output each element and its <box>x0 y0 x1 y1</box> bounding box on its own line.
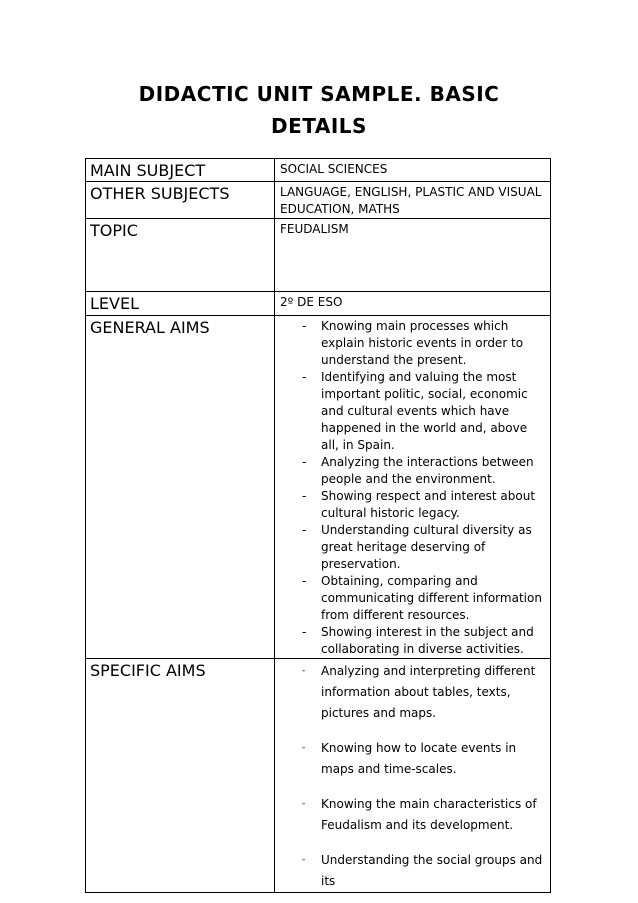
list-item: - Understanding the social groups and its <box>280 850 546 892</box>
title-line-1: DIDACTIC UNIT SAMPLE. BASIC <box>138 82 500 106</box>
bullet-dash: - <box>302 666 306 676</box>
list-item: - Understanding cultural diversity as great heritage deserving of preservation. <box>302 523 532 571</box>
list-item: - Analyzing and interpreting different information about tables, texts, pictures and maps. <box>280 661 546 724</box>
list-item: - Obtaining, comparing and communicating different information from different resources. <box>302 574 542 622</box>
bullet-dash: - <box>302 489 307 503</box>
main-subject-value: SOCIAL SCIENCES <box>275 159 551 182</box>
bullet-dash: - <box>302 523 307 537</box>
title-line-2: DETAILS <box>271 114 367 138</box>
document-title <box>0 78 638 142</box>
specific-aims-value <box>275 659 551 893</box>
details-table <box>85 158 551 893</box>
row-level <box>86 292 551 316</box>
list-item: - Analyzing the interactions between people and the environment. <box>302 455 534 486</box>
row-topic <box>86 219 551 292</box>
topic-value: FEUDALISM <box>275 219 551 292</box>
general-aims-label: GENERAL AIMS <box>86 316 275 659</box>
other-subjects-value: LANGUAGE, ENGLISH, PLASTIC AND VISUAL EDUCATION, MATHS <box>275 182 551 219</box>
topic-label: TOPIC <box>86 219 275 292</box>
main-subject-label: MAIN SUBJECT <box>86 159 275 182</box>
list-item: - Knowing main processes which explain historic events in order to understand the present. <box>302 319 524 367</box>
list-item: - Knowing the main characteristics of Feudalism and its development. <box>280 794 546 836</box>
bullet-dash: - <box>302 743 306 753</box>
row-general-aims <box>86 316 551 659</box>
row-other-subjects <box>86 182 551 219</box>
list-item: - Showing interest in the subject and collaborating in diverse activities. <box>302 625 534 656</box>
bullet-dash: - <box>302 625 307 639</box>
level-label: LEVEL <box>86 292 275 316</box>
level-value: 2º DE ESO <box>275 292 551 316</box>
general-aims-value <box>275 316 551 659</box>
row-specific-aims <box>86 659 551 893</box>
list-item: - Identifying and valuing the most important politic, social, economic and cultural events which have happened in the world and, above all, in Spain. <box>302 370 528 452</box>
list-item: - Showing respect and interest about cultural historic legacy. <box>302 489 536 520</box>
bullet-dash: - <box>302 455 307 469</box>
bullet-dash: - <box>302 574 307 588</box>
bullet-dash: - <box>302 319 307 333</box>
general-aims-list <box>280 318 546 658</box>
bullet-dash: - <box>302 799 306 809</box>
row-main-subject <box>86 159 551 182</box>
other-subjects-label: OTHER SUBJECTS <box>86 182 275 219</box>
specific-aims-list <box>280 661 546 892</box>
bullet-dash: - <box>302 855 306 865</box>
list-item: - Knowing how to locate events in maps and time-scales. <box>280 738 546 780</box>
specific-aims-label: SPECIFIC AIMS <box>86 659 275 893</box>
bullet-dash: - <box>302 370 307 384</box>
